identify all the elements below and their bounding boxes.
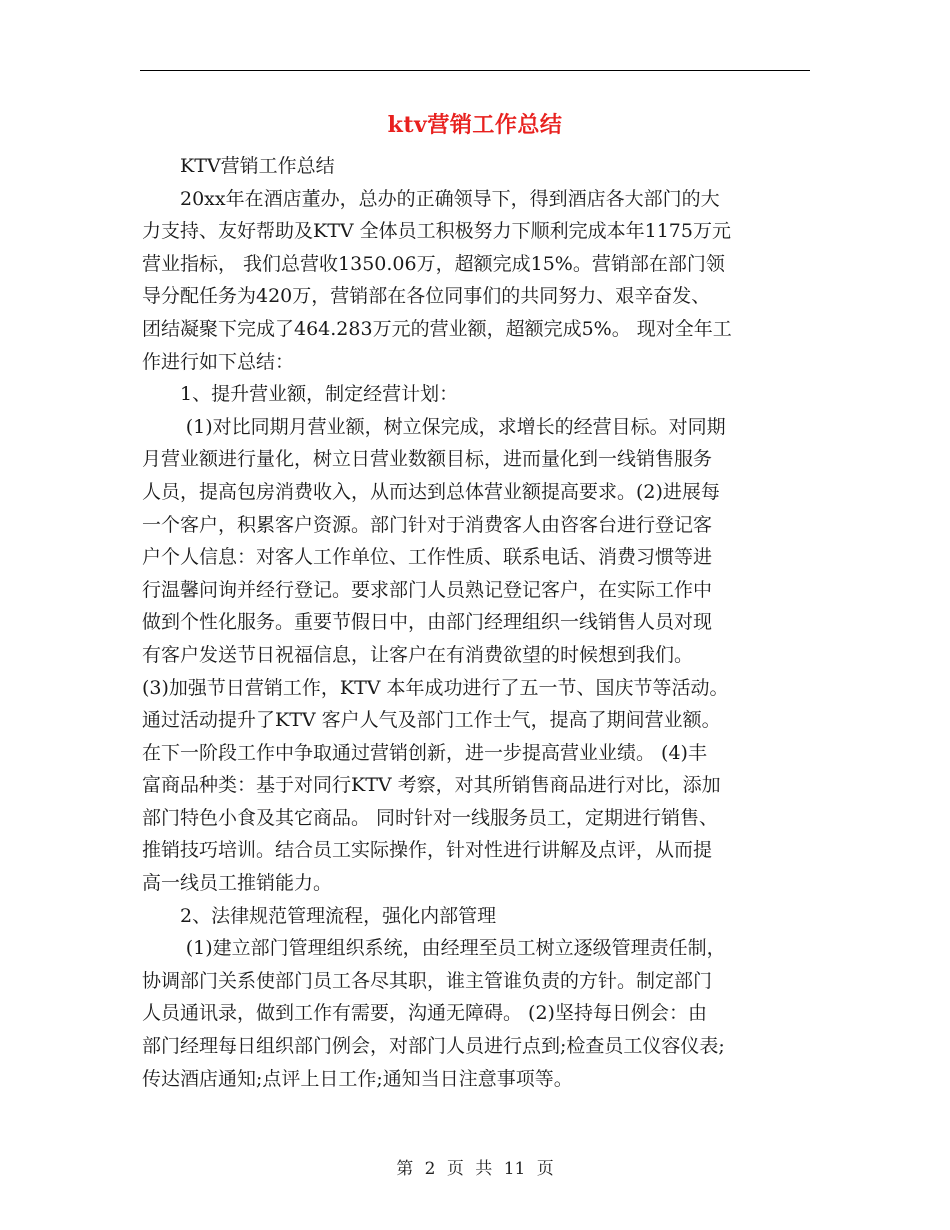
text-line: 营业指标， 我们总营收1350.06万，超额完成15%。营销部在部门领 [142, 252, 725, 275]
text-line: 通过活动提升了KTV 客户人气及部门工作士气，提高了期间营业额。 [142, 709, 721, 732]
text-line: 富商品种类：基于对同行KTV 考察，对其所销售商品进行对比，添加 [142, 774, 721, 797]
text-line: 人员，提高包房消费收入，从而达到总体营业额提高要求。(2)进展每 [142, 480, 720, 503]
text-line: 1、提升营业额，制定经营计划： [180, 383, 459, 406]
text-line: 月营业额进行量化，树立日营业数额目标，进而量化到一线销售服务 [142, 448, 713, 471]
text-line: (1)对比同期月营业额，树立保完成，求增长的经营目标。对同期 [185, 415, 726, 438]
text-line: KTV营销工作总结 [180, 155, 335, 177]
text-line: 团结凝聚下完成了464.283万元的营业额，超额完成5%。 现对全年工 [142, 317, 732, 340]
text-line: 有客户发送节日祝福信息，让客户在有消费欲望的时候想到我们。 [142, 643, 694, 666]
text-line: 传达酒店通知;点评上日工作;通知当日注意事项等。 [142, 1067, 573, 1090]
document-body [142, 150, 812, 1095]
page-number-footer: 第 2 页 共 11 页 [396, 1159, 554, 1179]
text-line: 2、法律规范管理流程，强化内部管理 [180, 904, 497, 927]
text-line: 做到个性化服务。重要节假日中，由部门经理组织一线销售人员对现 [142, 611, 713, 634]
text-line: (1)建立部门管理组织系统，由经理至员工树立逐级管理责任制， [185, 937, 726, 960]
text-line: 力支持、友好帮助及KTV 全体员工积极努力下顺利完成本年1175万元 [142, 220, 731, 243]
text-line: 作进行如下总结： [142, 350, 295, 373]
text-line: 一个客户，积累客户资源。部门针对于消费客人由咨客台进行登记客 [142, 513, 713, 536]
text-line: 在下一阶段工作中争取通过营销创新，进一步提高营业业绩。 (4)丰 [142, 741, 707, 764]
header-rule [140, 70, 810, 71]
document-title: ktv营销工作总结 [387, 112, 563, 138]
text-line: 人员通讯录，做到工作有需要，沟通无障碍。 (2)坚持每日例会：由 [142, 1002, 707, 1025]
text-line: 20xx年在酒店董办，总办的正确领导下，得到酒店各大部门的大 [180, 187, 720, 210]
text-line: 高一线员工推销能力。 [142, 872, 333, 895]
text-line: 户个人信息：对客人工作单位、工作性质、联系电话、消费习惯等进 [142, 546, 713, 569]
text-line: 导分配任务为420万，营销部在各位同事们的共同努力、艰辛奋发、 [142, 285, 711, 308]
text-line: 部门经理每日组织部门例会，对部门人员进行点到;检查员工仪容仪表; [142, 1035, 725, 1058]
text-line: 行温馨问询并经行登记。要求部门人员熟记登记客户，在实际工作中 [142, 578, 713, 601]
text-line: (3)加强节日营销工作，KTV 本年成功进行了五一节、国庆节等活动。 [142, 676, 729, 699]
text-line: 协调部门关系使部门员工各尽其职，谁主管谁负责的方针。制定部门 [142, 969, 713, 992]
text-line: 部门特色小食及其它商品。 同时针对一线服务员工，定期进行销售、 [142, 806, 719, 829]
text-line: 推销技巧培训。结合员工实际操作，针对性进行讲解及点评，从而提 [142, 839, 713, 862]
